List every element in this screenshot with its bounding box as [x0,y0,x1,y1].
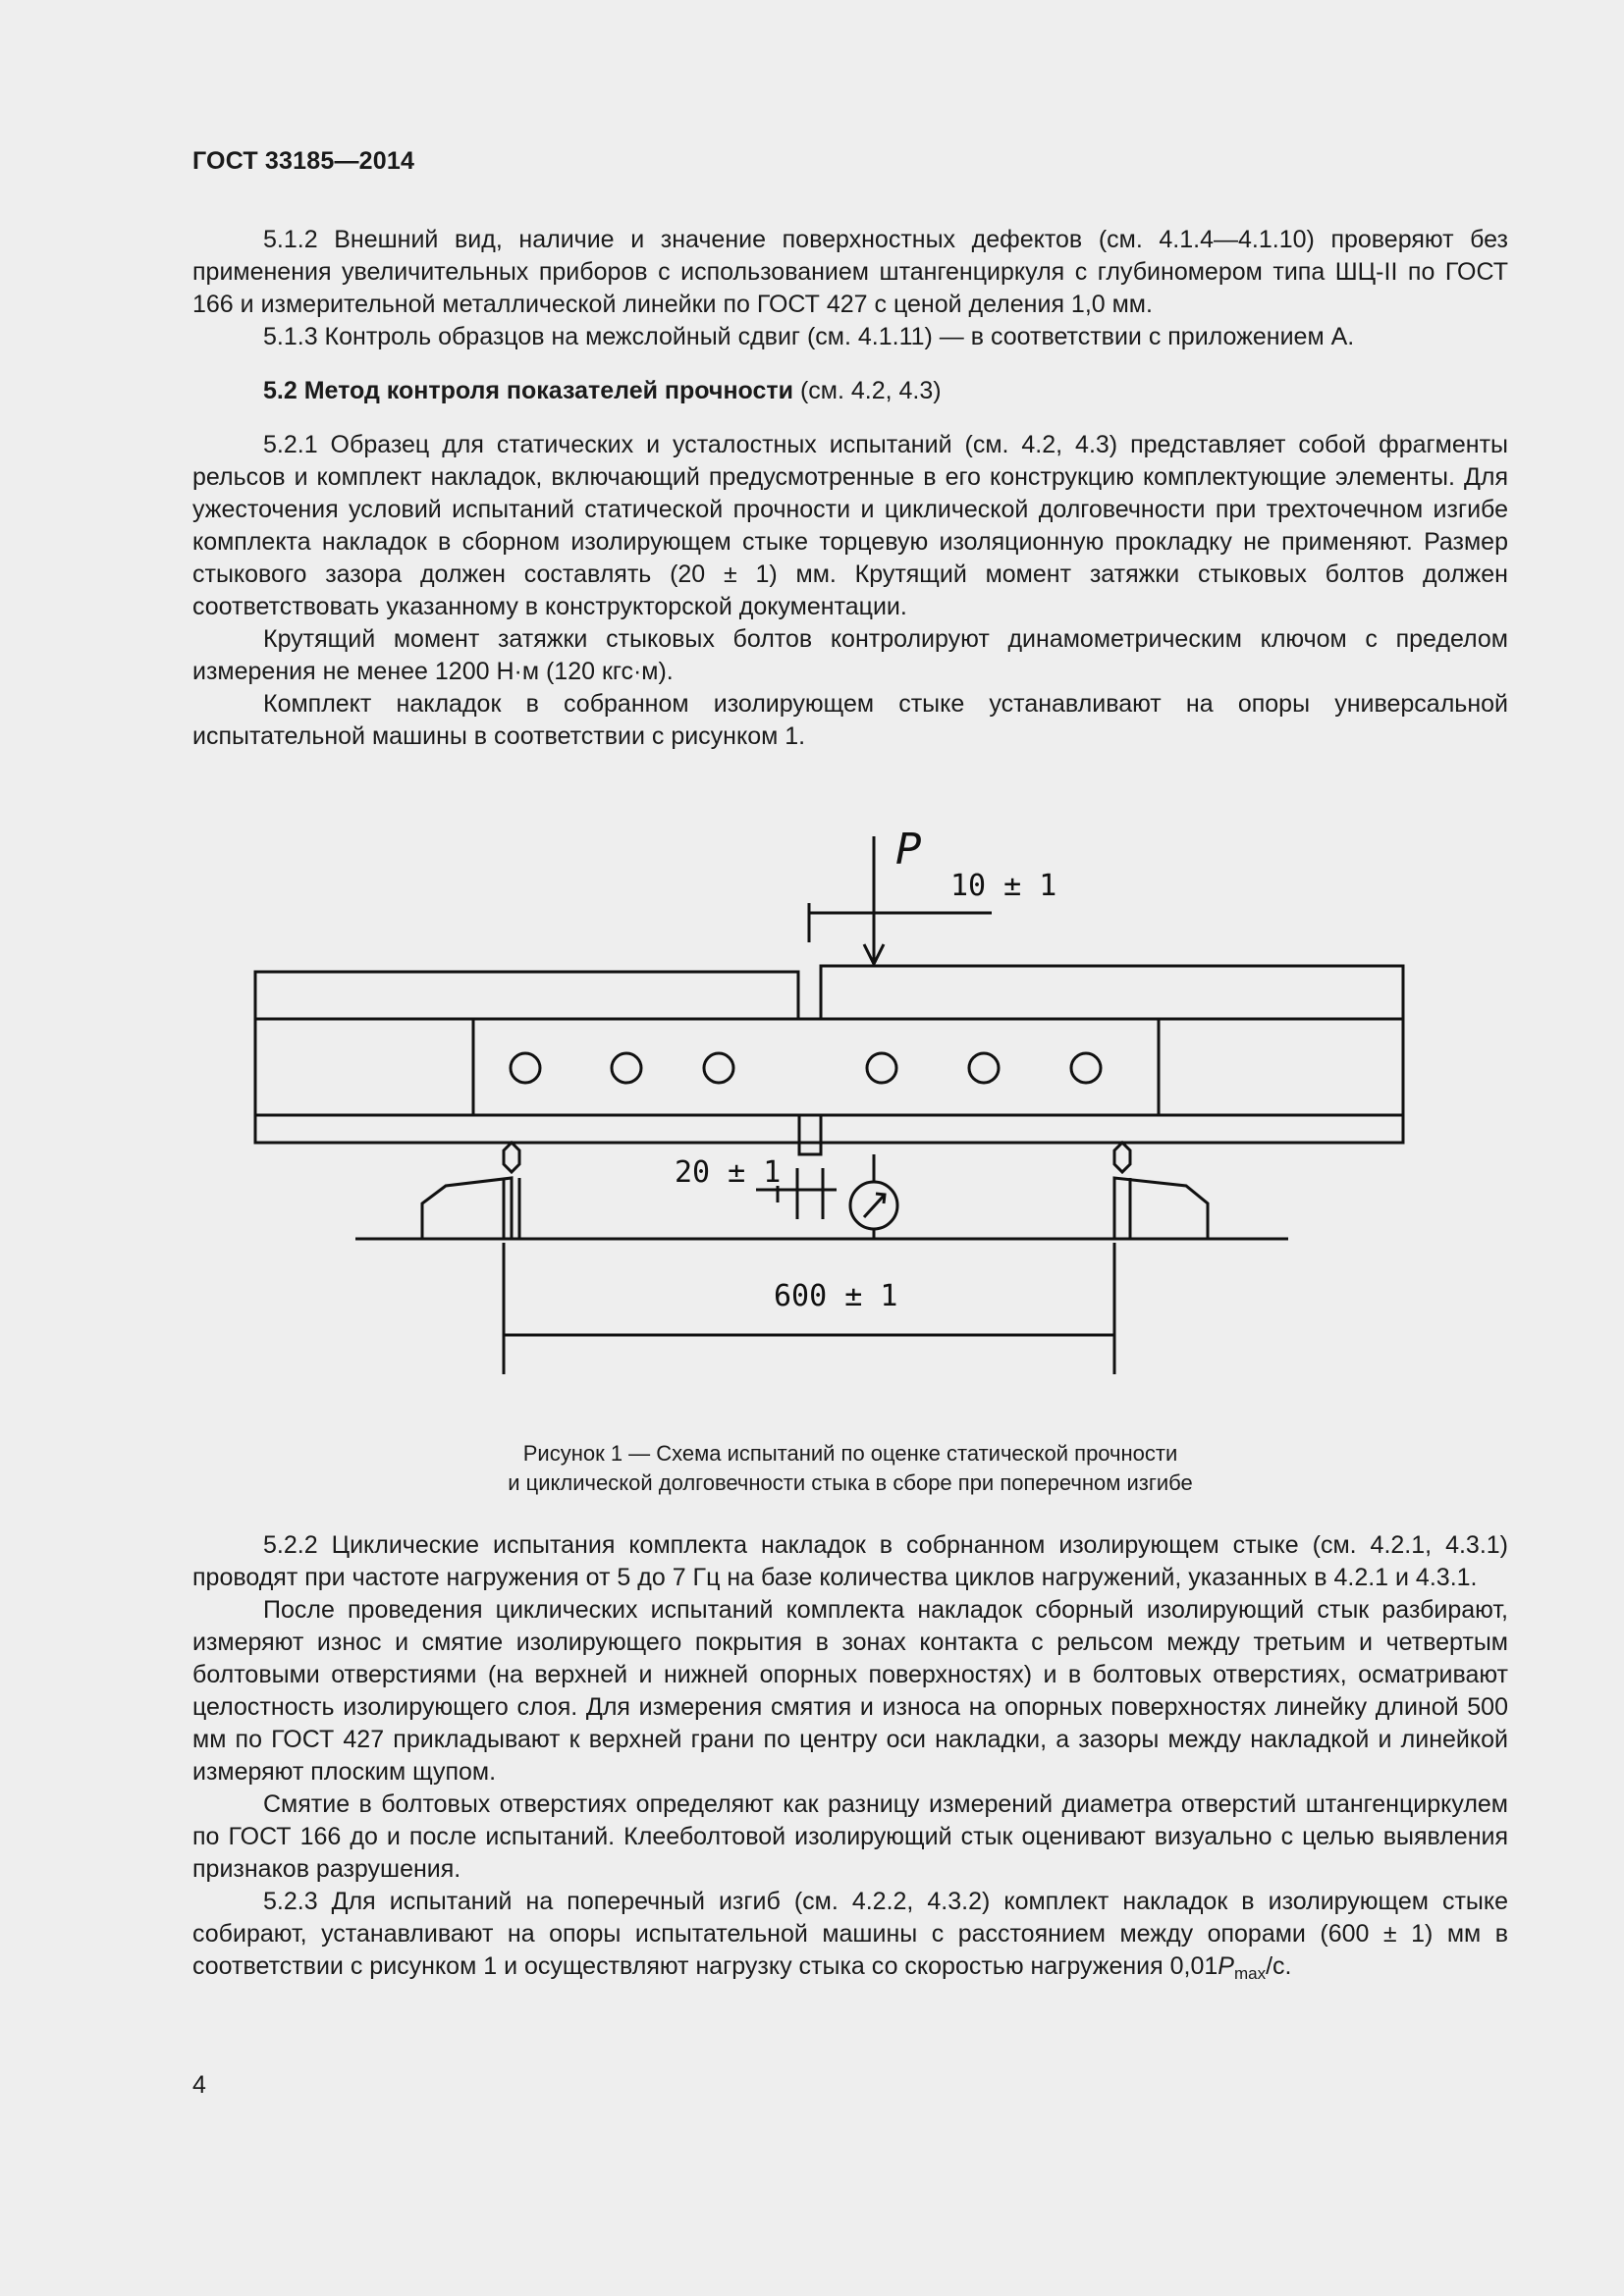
paragraph-5-2-3 [192,1886,1508,1990]
caption-line-1: Рисунок 1 — Схема испытаний по оценке статической прочности [522,1441,1178,1466]
heading-5-2-ref: (см. 4.2, 4.3) [793,377,942,404]
paragraph-torque: Крутящий момент затяжки стыковых болтов контролируют динамометрическим ключом с пределом измерения не менее 1200 Н·м (120 кгс·м). [192,625,1508,685]
paragraph-5-2-2: 5.2.2 Циклические испытания комплекта накладок в собрнанном изолирующем стыке (см. 4.2.1, 4.3.1) проводят при частоте нагружения от 5 до 7 Гц на базе количества циклов нагружений, указанных в 4.2.1 и 4.3.1. [192,1531,1508,1591]
paragraph-crush: Смятие в болтовых отверстиях определяют как разницу измерений диаметра отверстий штангенциркулем по ГОСТ 166 до и после испытаний. Клееболтовой изолирующий стык оценивают визуально с целью выявления признаков разрушения. [192,1790,1508,1883]
paragraph-5-2-3-end: /с. [1266,1952,1292,1980]
document-header: ГОСТ 33185—2014 [192,147,415,175]
span-label: 600 ± 1 [774,1279,898,1313]
paragraph-set-on-supports: Комплект накладок в собранном изолирующем стыке устанавливают на опоры универсальной испытательной машины в соответствии с рисунком 1. [192,690,1508,750]
paragraph-5-2-3-text: 5.2.3 Для испытаний на поперечный изгиб (см. 4.2.2, 4.3.2) комплект накладок в изолирующем стыке собирают, устанавливают на опоры испытательной машины с расстоянием между опорами (600 ± 1) мм в соответствии с рисунком 1 и осуществляют нагрузку стыка со скоростью нагружения 0,01 [192,1888,1508,1980]
bolt-hole-3 [704,1053,733,1083]
section-5-1-text [192,224,1508,753]
rail-web [255,1019,1403,1115]
figure-1-caption [192,1439,1508,1498]
pmax-subscript: max [1233,1964,1267,1983]
rail-base [255,1115,1403,1143]
caption-line-2: и циклической долговечности стыка в сборе при поперечном изгибе [508,1470,1193,1495]
figure-1-diagram [236,815,1424,1394]
rail-head-right [821,966,1403,1019]
left-support-roller [504,1143,519,1172]
pmax-symbol: P [1218,1952,1234,1980]
right-support-block [1114,1178,1208,1239]
bolt-hole-6 [1071,1053,1101,1083]
section-5-2-2-text [192,1529,1508,1990]
bolt-hole-5 [969,1053,999,1083]
paragraph-after-cyclic: После проведения циклических испытаний комплекта накладок сборный изолирующий стык разбирают, измеряют износ и смятие изолирующего покрытия в зонах контакта с рельсом между третьим и четвертым болтовыми отверстиями (на верхней и нижней опорных поверхностях) и в болтовых отверстиях, осматривают целостность изолирующего слоя. Для измерения смятия и износа на опорных поверхностях линейку длиной 500 мм по ГОСТ 427 прикладывают к верхней грани по центру оси накладки, а зазоры между накладкой и линейкой измеряют плоским щупом. [192,1596,1508,1786]
paragraph-5-2-1: 5.2.1 Образец для статических и усталостных испытаний (см. 4.2, 4.3) представляет собой фрагменты рельсов и комплект накладок, включающий предусмотренные в его конструкцию комплектующие элементы. Для ужесточения условий испытаний статической прочности и циклической долговечности при трехточечном изгибе комплекта накладок в сборном изолирующем стыке торцевую изоляционную прокладку не применяют. Размер стыкового зазора должен составлять (20 ± 1) мм. Крутящий момент затяжки стыковых болтов должен соответствовать указанному в конструкторской документации. [192,431,1508,620]
heading-5-2 [192,375,1508,407]
paragraph-5-1-2: 5.1.2 Внешний вид, наличие и значение поверхностных дефектов (см. 4.1.4—4.1.10) проверяют без применения увеличительных приборов с использованием штангенциркуля с глубиномером типа ШЦ-II по ГОСТ 166 и измерительной металлической линейки по ГОСТ 427 с ценой деления 1,0 мм. [192,226,1508,318]
gap-label: 20 ± 1 [675,1155,782,1190]
paragraph-5-1-3: 5.1.3 Контроль образцов на межслойный сдвиг (см. 4.1.11) — в соответствии с приложением А. [263,323,1355,350]
page-number: 4 [192,2071,206,2099]
bolt-hole-4 [867,1053,896,1083]
rail-head-left [255,972,798,1019]
joint-gap-marker [799,1115,821,1154]
bolt-hole-1 [511,1053,540,1083]
joint-bar [473,1019,1159,1115]
heading-5-2-bold: 5.2 Метод контроля показателей прочности [263,377,794,404]
load-label: P [895,825,922,875]
test-scheme-svg [236,815,1424,1394]
left-support-block [422,1178,512,1239]
right-support-roller [1114,1143,1130,1172]
bolt-hole-2 [612,1053,641,1083]
load-offset-label: 10 ± 1 [950,869,1057,903]
